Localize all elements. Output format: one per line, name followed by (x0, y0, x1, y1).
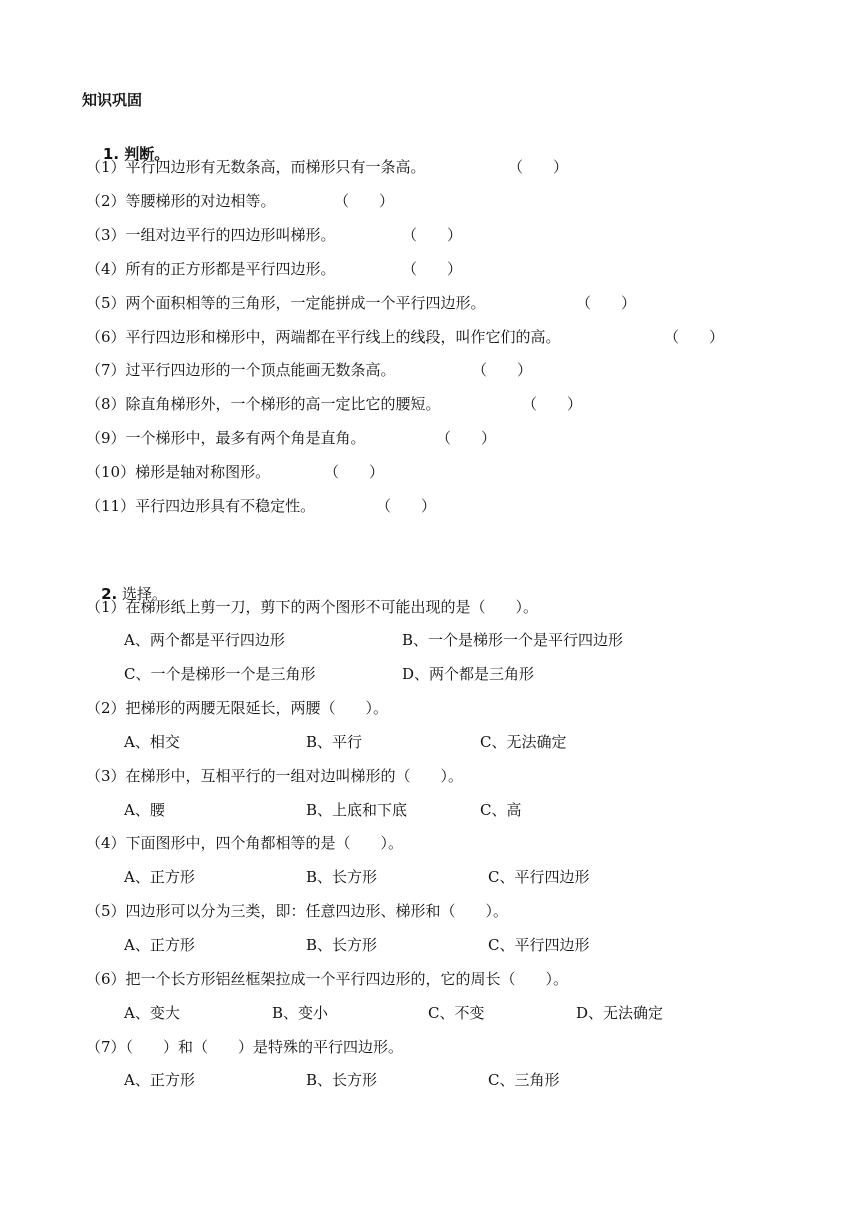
choice-5-option-c[interactable]: C、平行四边形 (488, 936, 590, 954)
judge-item-11: （11）平行四边形具有不稳定性。 (86, 497, 316, 515)
choice-question-2: （2）把梯形的两腰无限延长，两腰（ ）。 (86, 699, 389, 717)
choice-6-option-a[interactable]: A、变大 (124, 1004, 180, 1022)
judge-answer-blank-2[interactable]: （ ） (334, 192, 395, 210)
judge-item-2: （2）等腰梯形的对边相等。 (86, 192, 276, 210)
choice-6-option-d[interactable]: D、无法确定 (576, 1004, 664, 1022)
judge-answer-blank-11[interactable]: （ ） (376, 497, 437, 515)
judge-answer-blank-8[interactable]: （ ） (522, 395, 583, 413)
choice-2-option-a[interactable]: A、相交 (124, 733, 180, 751)
choice-1-option-a[interactable]: A、两个都是平行四边形 (124, 631, 285, 649)
choice-3-option-b[interactable]: B、上底和下底 (306, 801, 408, 819)
judge-answer-blank-1[interactable]: （ ） (508, 158, 569, 176)
question-2-title: 选择。 (122, 585, 168, 603)
choice-7-option-c[interactable]: C、三角形 (488, 1071, 560, 1089)
section-title: 知识巩固 (82, 91, 143, 109)
choice-4-option-a[interactable]: A、正方形 (124, 868, 195, 886)
question-2-number: 2. (101, 585, 118, 603)
choice-5-option-b[interactable]: B、长方形 (306, 936, 378, 954)
judge-answer-blank-5[interactable]: （ ） (576, 294, 637, 312)
judge-item-8: （8）除直角梯形外，一个梯形的高一定比它的腰短。 (86, 395, 441, 413)
choice-3-option-c[interactable]: C、高 (480, 801, 522, 819)
question-1-number: 1. (102, 145, 120, 163)
choice-7-option-b[interactable]: B、长方形 (306, 1071, 378, 1089)
choice-3-option-a[interactable]: A、腰 (124, 801, 165, 819)
choice-5-option-a[interactable]: A、正方形 (124, 936, 195, 954)
judge-item-1: （1）平行四边形有无数条高，而梯形只有一条高。 (86, 158, 426, 176)
choice-6-option-b[interactable]: B、变小 (272, 1004, 329, 1022)
judge-item-10: （10）梯形是轴对称图形。 (86, 463, 271, 481)
choice-question-5: （5）四边形可以分为三类，即：任意四边形、梯形和（ ）。 (86, 902, 509, 920)
choice-question-6: （6）把一个长方形铝丝框架拉成一个平行四边形的，它的周长（ ）。 (86, 970, 569, 988)
judge-answer-blank-9[interactable]: （ ） (436, 429, 497, 447)
judge-item-7: （7）过平行四边形的一个顶点能画无数条高。 (86, 361, 396, 379)
choice-question-1: （1）在梯形纸上剪一刀，剪下的两个图形不可能出现的是（ ）。 (86, 598, 539, 616)
judge-answer-blank-10[interactable]: （ ） (324, 463, 385, 481)
choice-7-option-a[interactable]: A、正方形 (124, 1071, 195, 1089)
question-1-title: 判断。 (124, 145, 170, 163)
choice-2-option-c[interactable]: C、无法确定 (480, 733, 567, 751)
judge-answer-blank-6[interactable]: （ ） (664, 328, 725, 346)
judge-item-6: （6）平行四边形和梯形中，两端都在平行线上的线段，叫作它们的高。 (86, 328, 561, 346)
choice-1-option-b[interactable]: B、一个是梯形一个是平行四边形 (402, 631, 624, 649)
choice-4-option-c[interactable]: C、平行四边形 (488, 868, 590, 886)
judge-item-3: （3）一组对边平行的四边形叫梯形。 (86, 226, 336, 244)
judge-item-9: （9）一个梯形中，最多有两个角是直角。 (86, 429, 366, 447)
choice-2-option-b[interactable]: B、平行 (306, 733, 363, 751)
judge-item-5: （5）两个面积相等的三角形，一定能拼成一个平行四边形。 (86, 294, 486, 312)
choice-question-3: （3）在梯形中，互相平行的一组对边叫梯形的（ ）。 (86, 767, 464, 785)
choice-6-option-c[interactable]: C、不变 (428, 1004, 485, 1022)
judge-answer-blank-3[interactable]: （ ） (402, 226, 463, 244)
judge-item-4: （4）所有的正方形都是平行四边形。 (86, 260, 336, 278)
choice-1-option-d[interactable]: D、两个都是三角形 (402, 665, 535, 683)
choice-question-4: （4）下面图形中，四个角都相等的是（ ）。 (86, 834, 404, 852)
choice-1-option-c[interactable]: C、一个是梯形一个是三角形 (124, 665, 316, 683)
choice-question-7: （7）（ ）和（ ）是特殊的平行四边形。 (86, 1038, 404, 1056)
judge-answer-blank-7[interactable]: （ ） (472, 361, 533, 379)
judge-answer-blank-4[interactable]: （ ） (402, 260, 463, 278)
choice-4-option-b[interactable]: B、长方形 (306, 868, 378, 886)
